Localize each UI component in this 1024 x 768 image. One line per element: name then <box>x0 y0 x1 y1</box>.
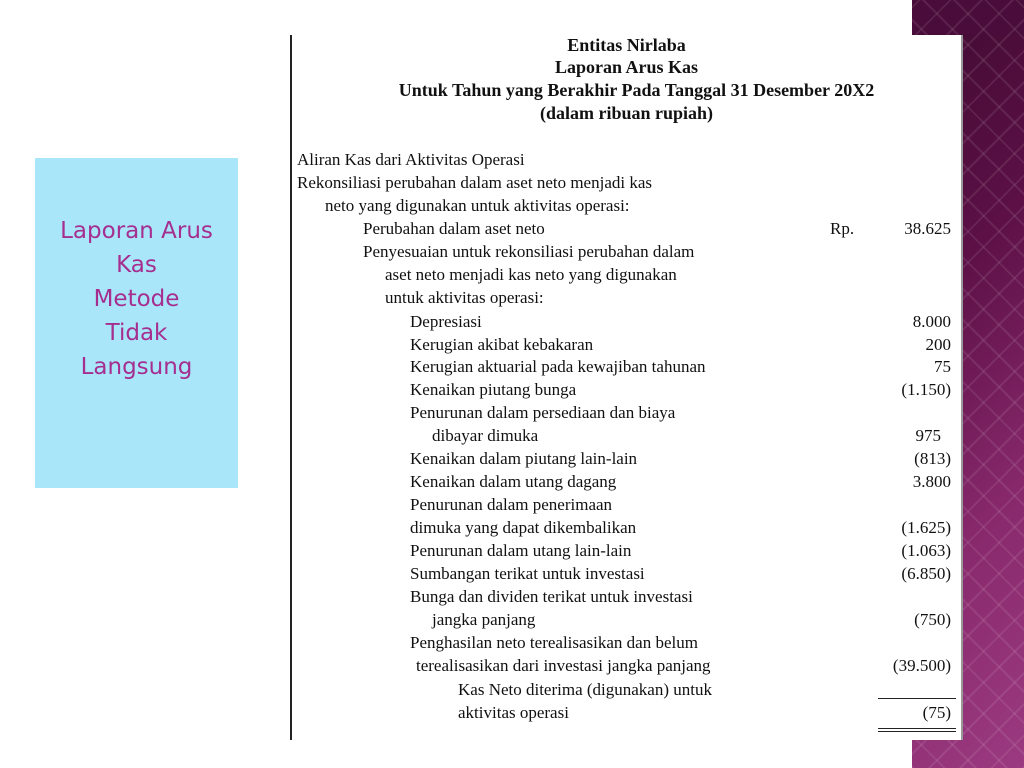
adjustment-heading-line: Penyesuaian untuk rekonsiliasi perubahan dalam <box>363 242 695 261</box>
total-double-underline-top <box>878 728 956 729</box>
left-border-rule <box>290 35 292 740</box>
adjustment-item-label: terealisasikan dari investasi jangka panjang <box>416 656 711 675</box>
net-cash-amount: (75) <box>922 703 951 722</box>
adjustment-item-label: Kerugian akibat kebakaran <box>410 335 594 354</box>
statement-period: Untuk Tahun yang Berakhir Pada Tanggal 31 Desember 20X2 <box>398 80 875 100</box>
adjustment-item-label: Penurunan dalam utang lain-lain <box>410 541 632 560</box>
adjustment-item-label: jangka panjang <box>432 610 536 629</box>
adjustment-heading-line: aset neto menjadi kas neto yang digunakan <box>385 265 677 284</box>
change-in-net-assets-amount: 38.625 <box>904 219 951 238</box>
adjustment-item-label: Kenaikan dalam utang dagang <box>410 472 617 491</box>
adjustment-item-label: Depresiasi <box>410 312 482 331</box>
adjustment-item-label: Penurunan dalam penerimaan <box>410 495 613 514</box>
adjustment-item-label: dimuka yang dapat dikembalikan <box>410 518 637 537</box>
reconciliation-line: Rekonsiliasi perubahan dalam aset neto menjadi kas <box>297 173 653 192</box>
statement-entity-name: Entitas Nirlaba <box>567 35 686 55</box>
slide-title-line: Tidak <box>105 320 168 346</box>
currency-label: Rp. <box>830 219 855 238</box>
adjustment-item-amount: 75 <box>934 357 951 376</box>
adjustment-item-label: Kenaikan piutang bunga <box>410 380 577 399</box>
statement-unit-note: (dalam ribuan rupiah) <box>539 103 714 123</box>
statement-report-name: Laporan Arus Kas <box>554 57 699 77</box>
adjustment-item-amount: 200 <box>925 335 951 354</box>
slide-title-line: Metode <box>93 286 180 312</box>
adjustment-item-amount: 3.800 <box>912 472 951 491</box>
net-cash-label: aktivitas operasi <box>458 703 569 722</box>
adjustment-item-amount: (1.063) <box>901 541 951 560</box>
adjustment-item-label: dibayar dimuka <box>432 426 539 445</box>
adjustment-item-amount: (813) <box>914 449 951 468</box>
subtotal-underline <box>878 698 956 699</box>
net-cash-label: Kas Neto diterima (digunakan) untuk <box>458 680 712 699</box>
slide-title-line: Laporan Arus <box>60 218 213 244</box>
adjustment-item-label: Penurunan dalam persediaan dan biaya <box>410 403 676 422</box>
adjustment-item-label: Penghasilan neto terealisasikan dan belum <box>410 633 698 652</box>
total-double-underline-bottom <box>878 731 956 732</box>
adjustment-item-label: Kenaikan dalam piutang lain-lain <box>410 449 638 468</box>
adjustment-heading-line: untuk aktivitas operasi: <box>385 288 544 307</box>
reconciliation-line: neto yang digunakan untuk aktivitas operasi: <box>325 196 630 215</box>
slide-title <box>37 214 237 384</box>
adjustment-item-amount: 8.000 <box>912 312 951 331</box>
slide-title-line: Kas <box>116 252 157 278</box>
cash-flow-statement-image <box>290 35 963 740</box>
adjustment-item-amount: (1.150) <box>901 380 951 399</box>
right-border-rule <box>961 35 963 740</box>
adjustment-item-label: Sumbangan terikat untuk investasi <box>410 564 645 583</box>
adjustment-item-amount: (39.500) <box>892 656 951 675</box>
adjustment-item-label: Bunga dan dividen terikat untuk investasi <box>410 587 693 606</box>
adjustment-item-amount: 975 <box>915 426 941 445</box>
adjustment-item-amount: (750) <box>914 610 951 629</box>
section-title: Aliran Kas dari Aktivitas Operasi <box>297 150 525 169</box>
change-in-net-assets-label: Perubahan dalam aset neto <box>363 219 545 238</box>
adjustment-item-label: Kerugian aktuarial pada kewajiban tahunan <box>410 357 706 376</box>
slide-title-line: Langsung <box>80 354 193 380</box>
slide-title-box <box>35 158 238 488</box>
adjustment-item-amount: (6.850) <box>901 564 951 583</box>
adjustment-item-amount: (1.625) <box>901 518 951 537</box>
